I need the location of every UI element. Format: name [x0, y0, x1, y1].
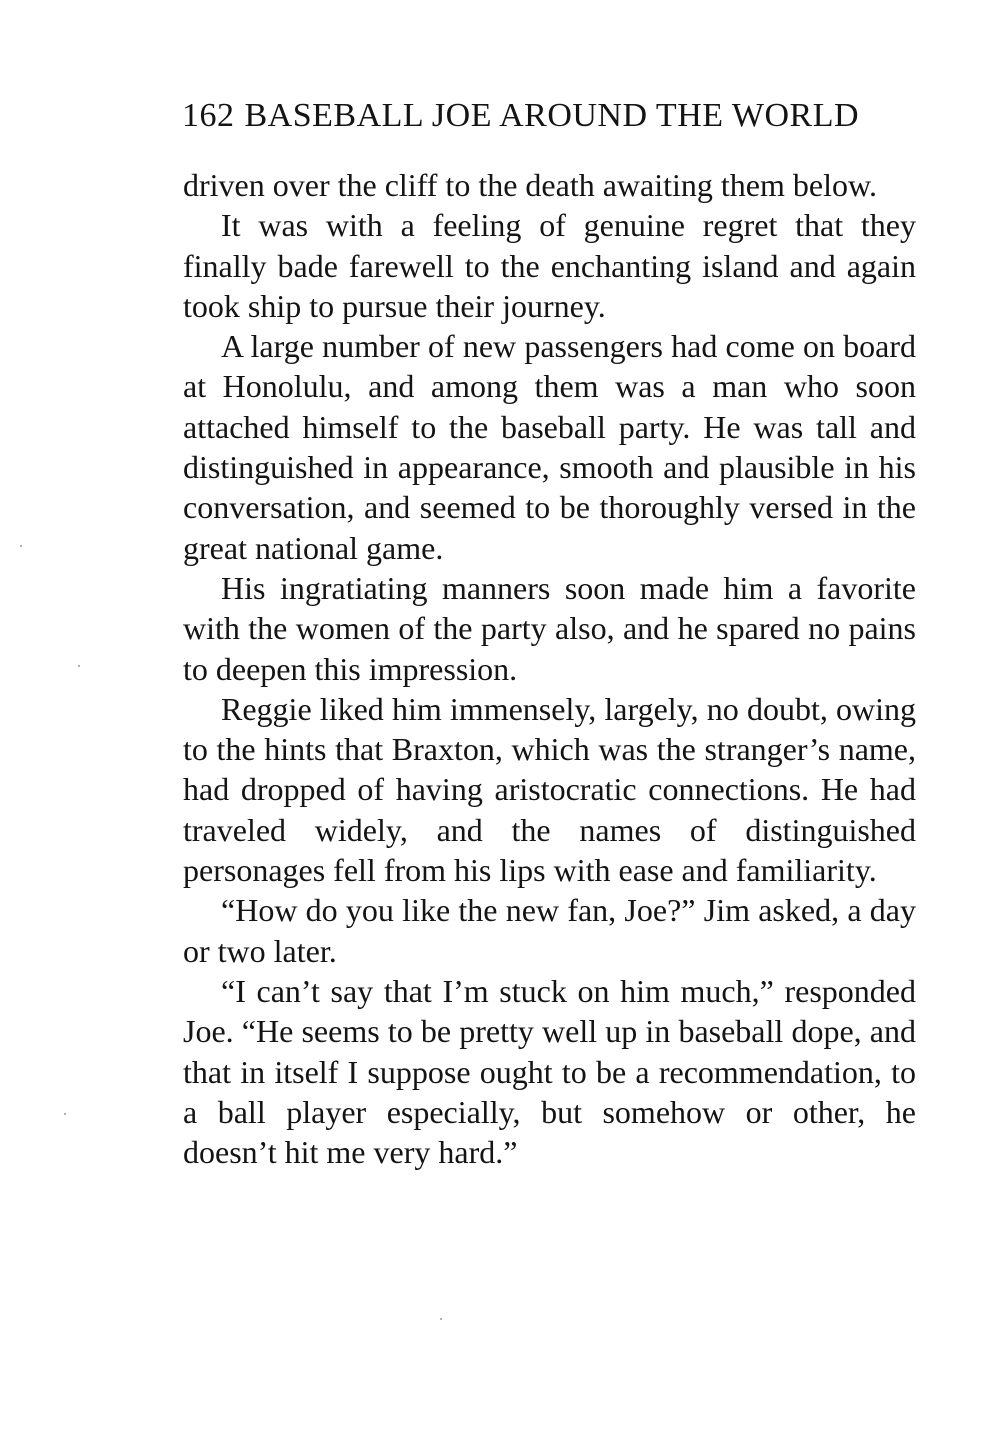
page-number: 162	[182, 97, 235, 134]
scan-speck	[64, 1113, 66, 1115]
scan-speck	[78, 665, 80, 667]
running-head	[182, 92, 922, 140]
paragraph: “I can’t say that I’m stuck on him much,” responded Joe. “He seems to be pretty well up in baseball dope, and that in itself I suppose ought to be a recommendation, to a ball player especially, but somehow or other, he doesn’t hit me very hard.”	[183, 972, 916, 1171]
running-title: BASEBALL JOE AROUND THE WORLD	[244, 97, 860, 134]
paragraph: It was with a feeling of genuine regret that they finally bade farewell to the enchanting island and again took ship to pursue their journey.	[183, 207, 916, 324]
paragraph: His ingratiating manners soon made him a favorite with the women of the party also, and he spared no pains to deepen this impression.	[183, 569, 916, 687]
scan-speck	[20, 545, 22, 547]
paragraph: A large number of new passengers had come on board at Honolulu, and among them was a man who soon attached himself to the baseball party. He was tall and distinguished in appearance, smooth and plausible in his conversation, and seemed to be thoroughly versed in the great national game.	[183, 328, 916, 566]
scan-speck	[440, 1318, 442, 1320]
paragraph: “How do you like the new fan, Joe?” Jim asked, a day or two later.	[183, 892, 916, 969]
body-text	[183, 165, 916, 1172]
paragraph: Reggie liked him immensely, largely, no doubt, owing to the hints that Braxton, which was the stranger’s name, had dropped of having aristocratic connections. He had traveled widely, and the names of distinguished personages fell from his lips with ease and familiarity.	[183, 690, 916, 889]
paragraph-continued: driven over the cliff to the death awaiting them below.	[183, 167, 877, 203]
